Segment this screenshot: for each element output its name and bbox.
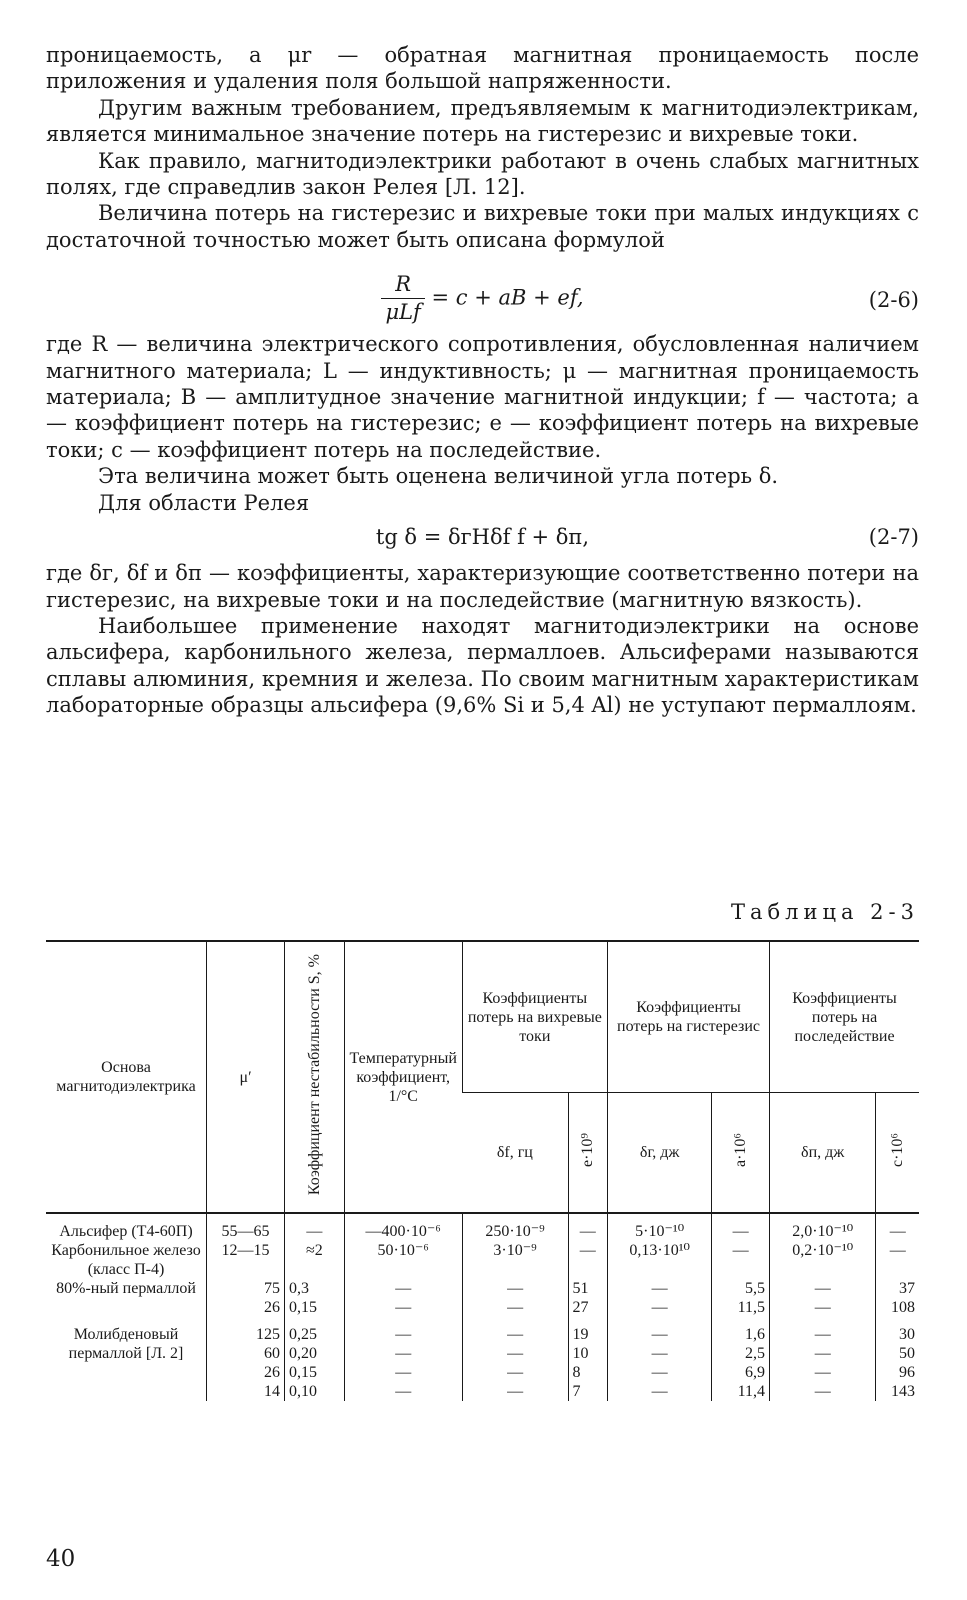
paragraph: где R — величина электрического сопротивления, обусловленная наличием магнитного материала; L — индуктивность; μ — магнитная проницаемость материала; B — амплитудное значение магнитной индукции; f — частота; a — коэффициент потерь на гистерезис; e — коэффициент потерь на вихревые токи; c — коэффициент потерь на последействие. — [46, 332, 919, 462]
equation-number: (2-7) — [868, 525, 919, 550]
header-base: Основа магнитодиэлектрика — [46, 941, 207, 1213]
header-dp: δп, дж — [770, 1093, 876, 1214]
table-row: 80%-ный пермаллой 75 26 0,3 0,15 — — — — 51 27 — — 5,5 11,5 — — 37 108 — [46, 1279, 919, 1317]
header-hyst: Коэффициенты потерь на гистерезис — [608, 941, 770, 1093]
header-dg: δг, дж — [608, 1093, 712, 1214]
header-c: c·10⁶ — [876, 1093, 919, 1214]
header-df: δf, гц — [462, 1093, 568, 1214]
header-after: Коэффициенты потерь на последействие — [770, 941, 919, 1093]
paragraph: Для области Релея — [98, 490, 310, 515]
paragraph: Эта величина может быть оценена величиной угла потерь δ. — [98, 464, 779, 489]
formula-fraction: $\frac{R}{\text{μLf}}$ — [381, 271, 424, 325]
header-temp: Температурный коэффициент, 1/°C — [344, 941, 462, 1213]
header-e: e·10⁹ — [568, 1093, 608, 1214]
table-row: Молибденовый пермаллой [Л. 2] 125 60 26 14 0,25 0,20 0,15 0,10 — — — — — — — — 19 10 8 7 — — — — 1,6 2,5 6,9 11,4 — — — — 30 50 96 143 — [46, 1325, 919, 1401]
header-eddy: Коэффициенты потерь на вихревые токи — [462, 941, 607, 1093]
page-number: 40 — [46, 1546, 76, 1572]
paragraph: Наибольшее применение находят магнитодиэлектрики на основе альсифера, карбонильного железа, пермаллоев. Альсиферами называются сплавы алюминия, кремния и железа. По своим магнитным характеристикам лабораторные образцы альсифера (9,6% Si и 5,4 Al) не уступают пермаллоям. — [46, 613, 919, 718]
paragraph: проницаемость, а μr — обратная магнитная проницаемость после приложения и удаления поля большой напряженности. — [46, 43, 919, 94]
paragraph: где δг, δf и δп — коэффициенты, характеризующие соответственно потери на гистерезис, на вихревые токи и на последействие (магнитную вязкость). — [46, 561, 919, 612]
formula-2-6: $\frac{R}{\text{μLf}}$ = c + aB + ef, (2-6) — [46, 253, 919, 331]
header-a: a·10⁶ — [712, 1093, 770, 1214]
header-mu: μ′ — [207, 941, 285, 1213]
table-row: Альсифер (Т4-60П) 55—65 — —400·10⁻⁶ 250·10⁻⁹ — 5·10⁻¹⁰ — 2,0·10⁻¹⁰ — — [46, 1222, 919, 1241]
table-caption: Таблица 2-3 — [730, 900, 919, 924]
data-table — [46, 940, 919, 1401]
equation-number: (2-6) — [868, 288, 919, 313]
formula-2-7: tg δ = δгHδf f + δп, (2-7) — [375, 525, 919, 550]
body-text — [46, 42, 919, 719]
table-row: Карбонильное железо (класс П-4) 12—15 ≈2 50·10⁻⁶ 3·10⁻⁹ — 0,13·10¹⁰ — 0,2·10⁻¹⁰ — — [46, 1241, 919, 1279]
paragraph: Величина потерь на гистерезис и вихревые токи при малых индукциях с достаточной точностью может быть описана формулой — [46, 201, 919, 252]
header-instability: Коэффициент нестабильности S, % — [285, 941, 345, 1213]
paragraph: Как правило, магнитодиэлектрики работают в очень слабых магнитных полях, где справедлив закон Релея [Л. 12]. — [46, 148, 919, 200]
paragraph: Другим важным требованием, предъявляемым к магнитодиэлектрикам, является минимальное значение потерь на гистерезис и вихревые токи. — [46, 95, 919, 147]
